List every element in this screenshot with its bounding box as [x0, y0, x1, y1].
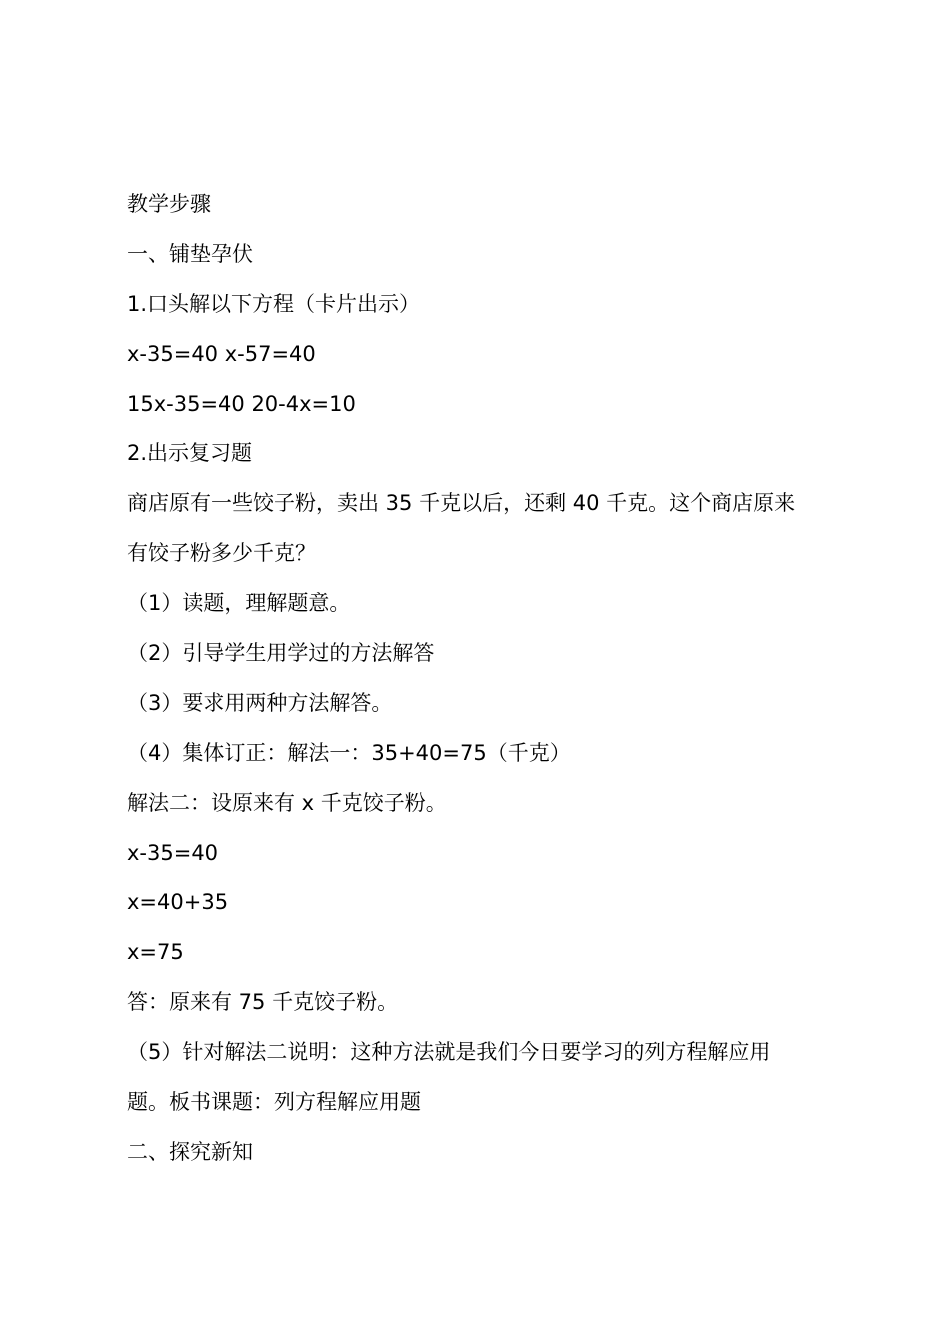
solution-text: 解法二：设原来有 x 千克饺子粉。 — [127, 790, 447, 815]
problem-text: 有饺子粉多少千克？ — [127, 541, 316, 566]
document-body — [127, 186, 833, 1184]
sub-step: （2）引导学生用学过的方法解答 — [127, 641, 435, 666]
section-heading-teaching-steps: 教学步骤 — [127, 192, 211, 216]
sub-step-continuation: 题。板书课题：列方程解应用题 — [127, 1090, 421, 1115]
equation-line: x-35=40 x-57=40 — [127, 341, 316, 366]
step-oral-equations: 1.口头解以下方程（卡片出示） — [127, 291, 421, 316]
answer-text: 答：原来有 75 千克饺子粉。 — [127, 990, 399, 1015]
equation-line: 15x-35=40 20-4x=10 — [127, 391, 356, 416]
sub-step: （4）集体订正：解法一：35+40=75（千克） — [127, 740, 571, 765]
equation-line: x=75 — [127, 940, 184, 965]
section-heading-explore: 二、探究新知 — [127, 1139, 253, 1164]
problem-text: 商店原有一些饺子粉，卖出 35 千克以后，还剩 40 千克。这个商店原来 — [127, 491, 796, 516]
sub-step: （3）要求用两种方法解答。 — [127, 690, 393, 715]
equation-line: x=40+35 — [127, 890, 229, 915]
sub-step: （1）读题，理解题意。 — [127, 591, 351, 616]
section-heading-preparation: 一、铺垫孕伏 — [127, 241, 253, 266]
step-review-problem: 2.出示复习题 — [127, 441, 253, 466]
sub-step: （5）针对解法二说明：这种方法就是我们今日要学习的列方程解应用 — [127, 1040, 771, 1065]
equation-line: x-35=40 — [127, 840, 219, 865]
